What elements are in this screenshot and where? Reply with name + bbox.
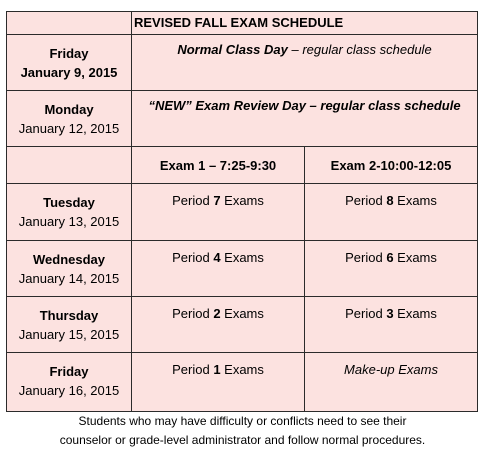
day-date: January 9, 2015 [20,65,118,80]
note-emphasis: “NEW” Exam Review Day – regular class schedule [148,98,461,113]
exam1-cell [132,184,305,241]
day-date: January 14, 2015 [18,271,120,286]
day-name: Monday [44,102,94,117]
day-note [132,91,478,147]
day-name: Friday [49,46,89,61]
exam-prefix: Period [172,193,214,208]
footer-line-2: counselor or grade-level administrator and follow normal procedures. [59,433,426,447]
period-number: 7 [213,193,221,208]
title-blank-cell [7,12,132,35]
exam-prefix: Period [172,250,214,265]
header-blank-cell [7,147,132,184]
day-cell [7,91,132,147]
schedule-row-friday-jan16 [7,353,478,412]
exam-suffix: Exams [220,250,264,265]
day-date: January 16, 2015 [18,383,120,398]
note-emphasis: Normal Class Day [177,42,288,57]
exam1-header: Exam 1 – 7:25-9:30 [132,147,305,184]
exam2-header: Exam 2-10:00-12:05 [305,147,478,184]
day-name: Friday [49,364,89,379]
title-row [7,12,478,35]
period-number: 8 [386,193,394,208]
day-date: January 15, 2015 [18,327,120,342]
day-cell [7,353,132,412]
exam-suffix: Exams [393,193,437,208]
exam2-cell [305,297,478,353]
day-cell [7,241,132,297]
exam2-cell [305,241,478,297]
day-date: January 12, 2015 [18,121,120,136]
exam-suffix: Exams [220,362,264,377]
day-cell [7,35,132,91]
day-cell [7,297,132,353]
day-name: Wednesday [32,252,105,267]
period-number: 6 [386,250,394,265]
schedule-row-thursday [7,297,478,353]
schedule-row-wednesday [7,241,478,297]
schedule-title: REVISED FALL EXAM SCHEDULE [132,12,478,35]
exam-header-row [7,147,478,184]
exam1-cell [132,297,305,353]
day-date: January 13, 2015 [18,214,120,229]
exam1-cell [132,353,305,412]
period-number: 2 [213,306,221,321]
exam2-cell [305,184,478,241]
day-name: Tuesday [43,195,95,210]
footer-note [0,412,485,450]
exam-suffix: Exams [220,193,264,208]
exam-suffix: Exams [393,250,437,265]
exam-prefix: Period [172,306,214,321]
exam-prefix: Period [345,193,387,208]
day-cell [7,184,132,241]
schedule-row-tuesday [7,184,478,241]
period-number: 1 [213,362,221,377]
exam-schedule-table [6,11,478,412]
schedule-row-friday-jan9 [7,35,478,91]
exam1-cell [132,241,305,297]
footer-line-1: Students who may have difficulty or conflicts need to see their [78,414,407,428]
day-name: Thursday [39,308,99,323]
day-note [132,35,478,91]
exam-prefix: Period [172,362,214,377]
exam-suffix: Exams [393,306,437,321]
period-number: 4 [213,250,221,265]
period-number: 3 [386,306,394,321]
schedule-row-monday-jan12 [7,91,478,147]
exam-prefix: Period [345,306,387,321]
exam-suffix: Exams [220,306,264,321]
exam-prefix: Period [345,250,387,265]
note-text: – regular class schedule [287,42,432,57]
makeup-exams-cell: Make-up Exams [305,353,478,412]
